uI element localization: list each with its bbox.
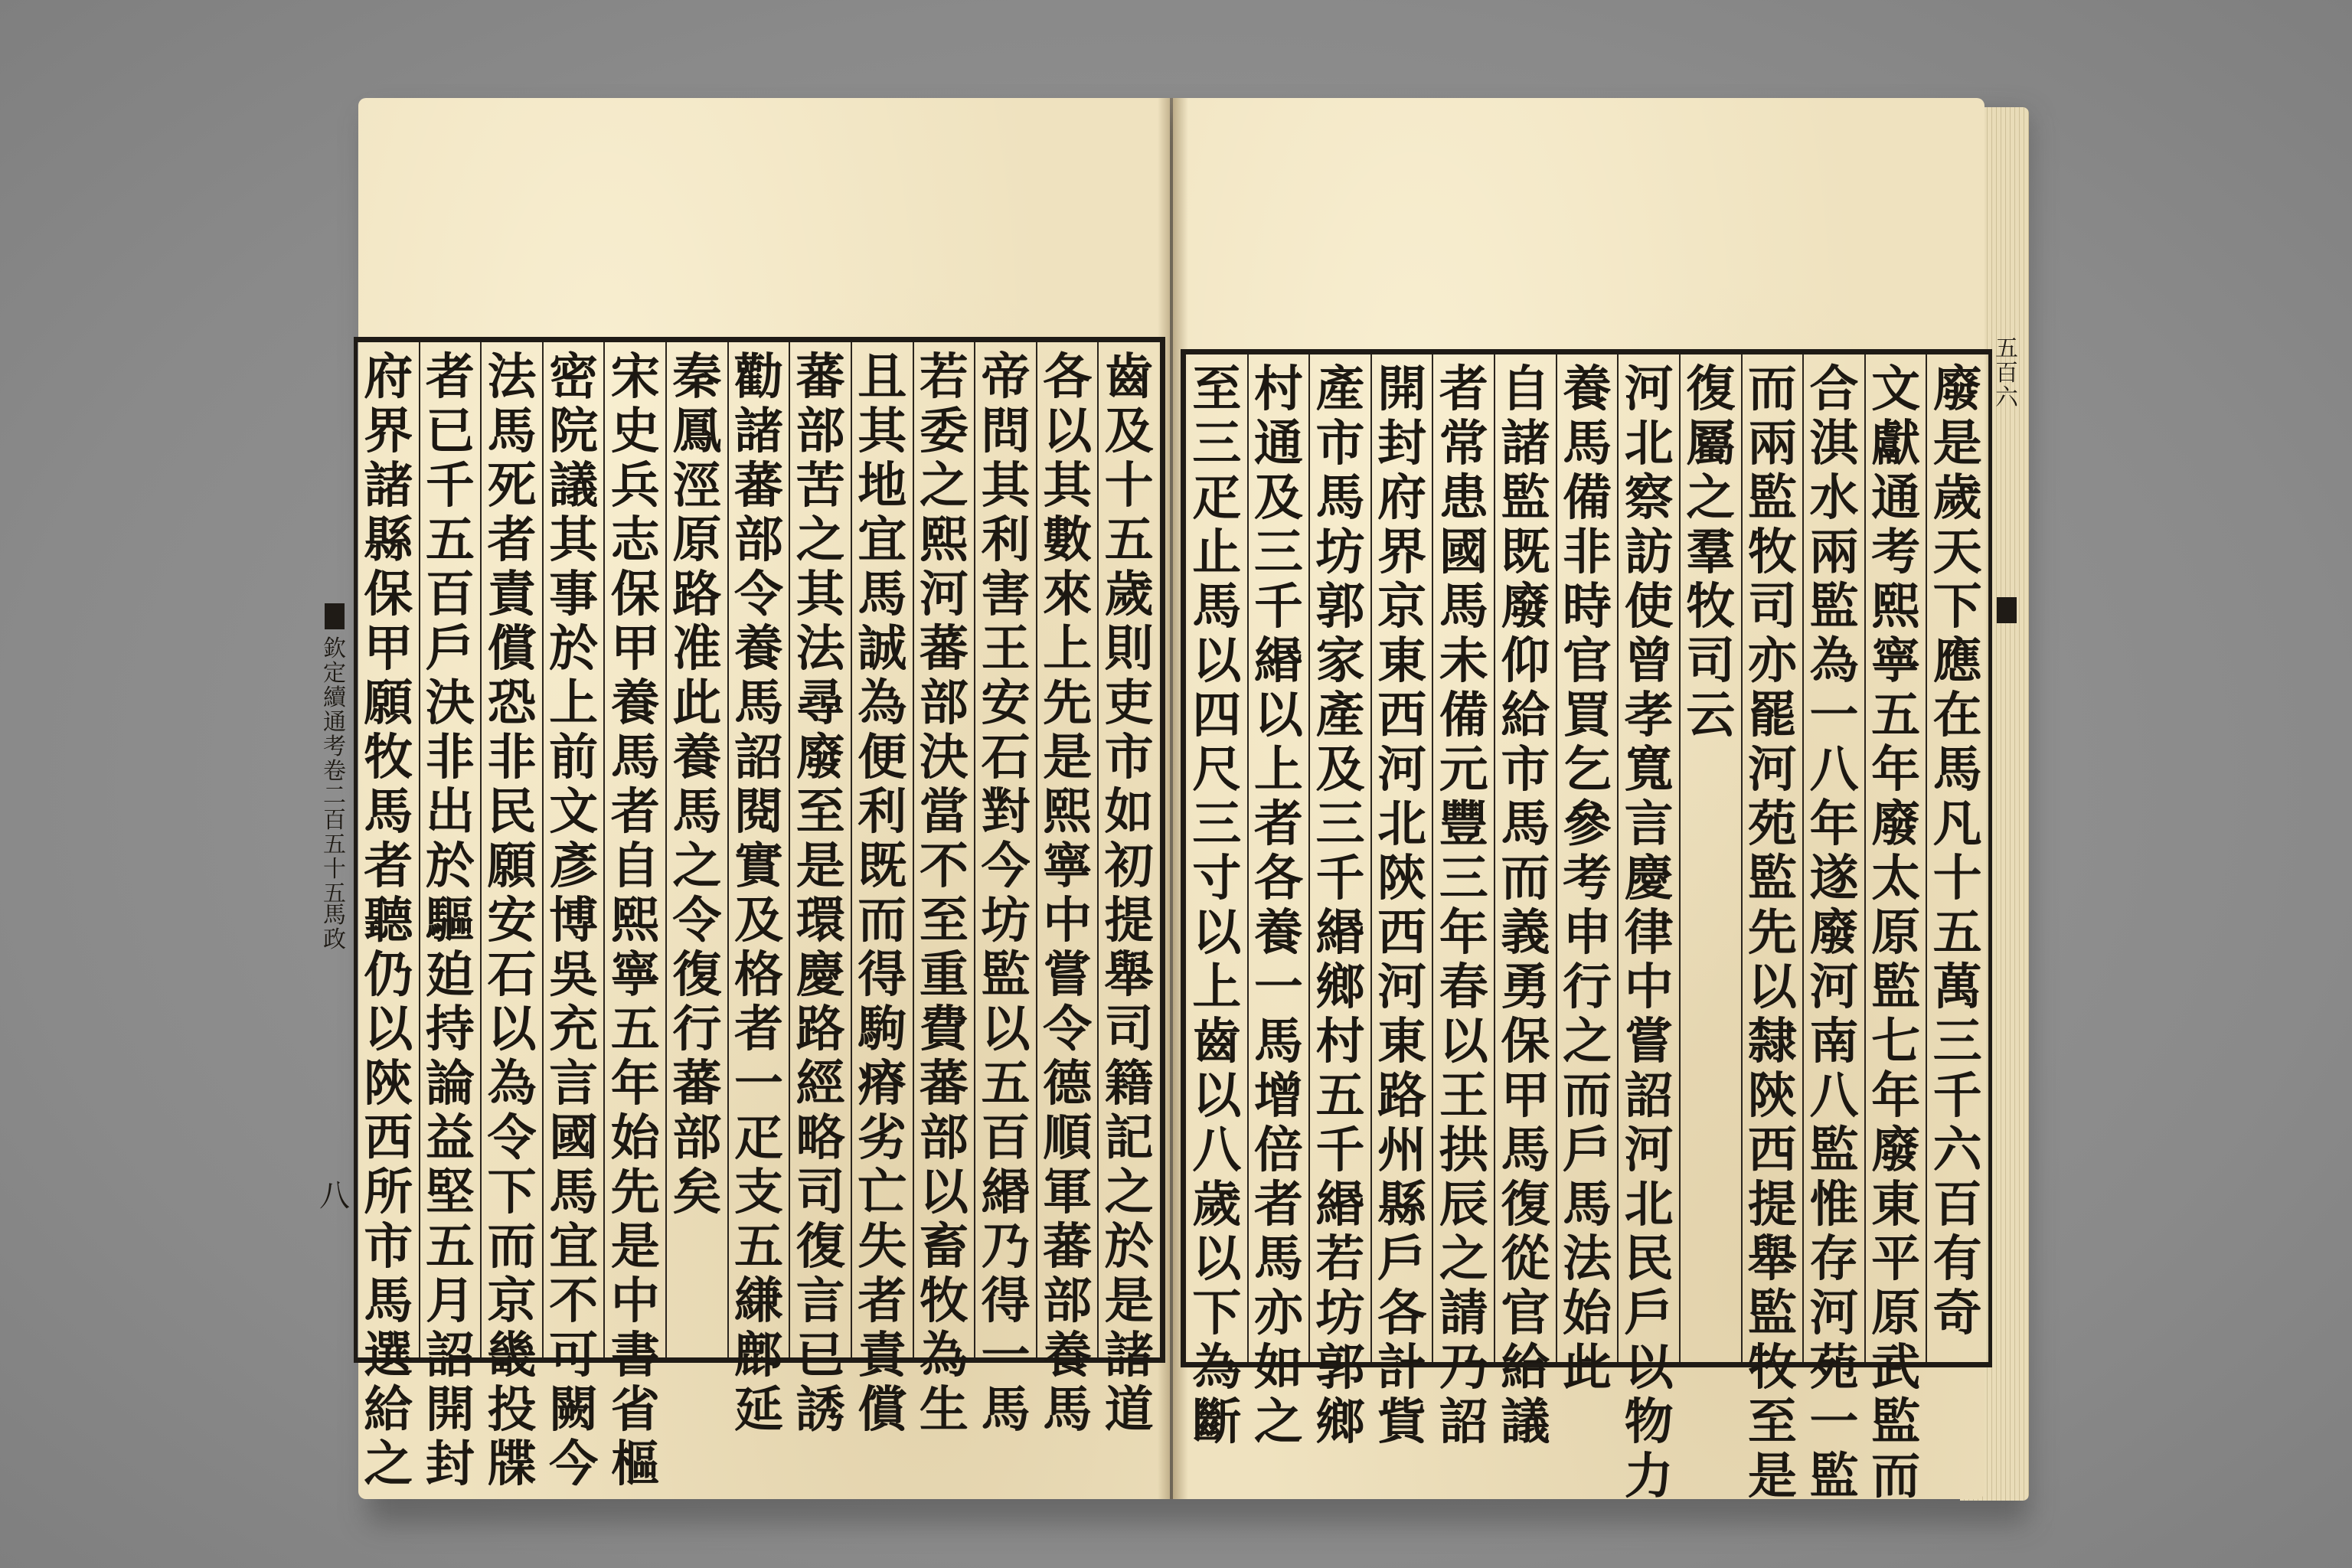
fold-title: 欽 定 續 通 考 卷 二 百 五 十 五 — [323, 635, 346, 907]
text-column: 齒 及 十 五 歲 則 吏 市 如 初 提 舉 司 籍 記 之 於 是 諸 道 — [1104, 348, 1154, 1439]
fold-fishtail-mark — [325, 603, 345, 629]
fold-section: 馬 政 — [323, 902, 346, 953]
text-column: 府 界 諸 縣 保 甲 願 牧 馬 者 聽 仍 以 陝 西 所 市 馬 選 給 之 — [364, 348, 413, 1493]
text-column: 自 諸 監 既 廢 仰 給 市 馬 而 義 勇 保 甲 馬 復 從 官 給 議 — [1501, 361, 1550, 1451]
text-column: 若 委 之 熙 河 蕃 部 決 當 不 至 重 費 蕃 部 以 畜 牧 為 生 — [919, 348, 969, 1439]
text-column: 合 淇 水 兩 監 為 一 八 年 遂 廢 河 南 八 監 惟 存 河 苑 一 監 — [1809, 361, 1859, 1505]
fold-fishtail-mark — [1997, 597, 2017, 623]
text-column: 者 常 患 國 馬 未 備 元 豐 三 年 春 以 王 拱 辰 之 請 乃 詔 — [1439, 361, 1488, 1451]
text-column: 秦 鳳 涇 原 路 准 此 養 馬 之 令 復 行 蕃 部 矣 — [672, 348, 722, 1221]
text-column: 養 馬 備 非 時 官 買 乞 參 考 申 行 之 而 戶 馬 法 始 此 — [1562, 361, 1612, 1396]
text-column: 開 封 府 界 京 東 西 河 北 陝 西 河 東 路 州 縣 戶 各 計 貲 — [1377, 361, 1427, 1451]
text-column: 各 以 其 數 來 上 先 是 熙 寧 中 嘗 令 德 順 軍 蕃 部 養 馬 — [1043, 348, 1093, 1439]
text-column: 宋 史 兵 志 保 甲 養 馬 者 自 熙 寧 五 年 始 先 是 中 書 省 樞 — [610, 348, 660, 1493]
fold-title: 五 百 六 — [1995, 335, 2018, 411]
text-column: 廢 是 歲 天 下 應 在 馬 凡 十 五 萬 三 千 六 百 有 奇 — [1932, 361, 1982, 1342]
text-column: 帝 問 其 利 害 王 安 石 對 今 坊 監 以 五 百 緡 乃 得 一 馬 — [981, 348, 1031, 1439]
text-column: 蕃 部 苦 之 其 法 尋 廢 至 是 環 慶 路 經 略 司 復 言 已 誘 — [795, 348, 845, 1439]
text-column: 密 院 議 其 事 於 上 前 文 彥 博 吳 充 言 國 馬 宜 不 可 闕 今 — [549, 348, 599, 1493]
left-fold-strip — [317, 337, 352, 1363]
text-column: 法 馬 死 者 責 償 恐 非 民 願 安 石 以 為 令 下 而 京 畿 投 牒 — [487, 348, 537, 1493]
right-text-block — [1181, 349, 1992, 1505]
page-number: 八 — [319, 1178, 350, 1214]
text-column: 河 北 察 訪 使 曾 孝 寬 言 慶 律 中 嘗 詔 河 北 民 戶 以 物 力 — [1624, 361, 1674, 1505]
text-column: 至 三 疋 止 馬 以 四 尺 三 寸 以 上 齒 以 八 歲 以 下 為 斷 — [1192, 361, 1242, 1451]
text-column: 村 通 及 三 千 緡 以 上 者 各 養 一 馬 增 倍 者 馬 亦 如 之 — [1253, 361, 1303, 1451]
text-column: 者 已 千 五 百 戶 決 非 出 於 驅 廹 持 論 益 堅 五 月 詔 開 封 — [425, 348, 475, 1493]
right-fold-strip — [1989, 337, 2024, 1363]
text-column: 而 兩 監 牧 司 亦 罷 河 苑 監 先 以 隸 陝 西 提 舉 監 牧 至 是 — [1747, 361, 1797, 1505]
text-column: 文 獻 通 考 熙 寧 五 年 廢 太 原 監 七 年 廢 東 平 原 武 監 而 — [1871, 361, 1921, 1505]
text-column: 且 其 地 宜 馬 誠 為 便 利 既 而 得 駒 瘠 劣 亡 失 者 責 償 — [858, 348, 907, 1439]
text-column: 復 屬 之 羣 牧 司 云 — [1686, 361, 1736, 744]
left-text-block — [354, 337, 1165, 1493]
text-column: 產 市 馬 坊 郭 家 產 及 三 千 緡 鄉 村 五 千 緡 若 坊 郭 鄉 — [1315, 361, 1365, 1451]
text-column: 勸 諸 蕃 部 令 養 馬 詔 閱 實 及 格 者 一 疋 支 五 縑 鄜 延 — [733, 348, 783, 1439]
